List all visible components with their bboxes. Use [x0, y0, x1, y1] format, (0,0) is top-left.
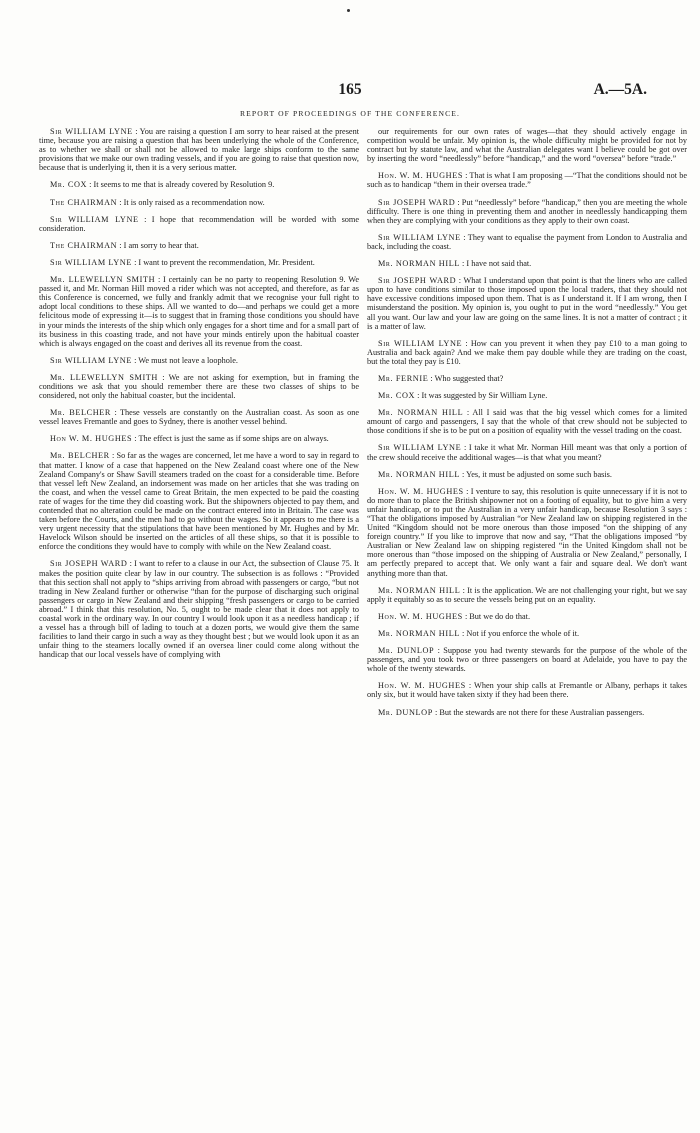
speech-text: : It is the application. We are not challenging your right, but we say apply it equitably so as to secure the vessels being put on an equality.: [367, 585, 688, 604]
speech-text: : I want to prevent the recommendation, Mr. President.: [134, 257, 315, 267]
speaker-name: Mr. NORMAN HILL: [378, 585, 461, 595]
speech-text: : I take it what Mr. Norman Hill meant was that only a portion of the crew should receive the additional wages—is that what you meant?: [367, 443, 687, 462]
speech-text: : I hope that recommendation will be worded with some consideration.: [39, 214, 359, 233]
speech-text: : We must not leave a loophole.: [134, 355, 238, 365]
speaker-name: Sir JOSEPH WARD: [378, 276, 457, 286]
speech-paragraph: [39, 451, 359, 551]
speaker-name: Sir WILLIAM LYNE: [50, 127, 133, 136]
speech-paragraph: [367, 259, 687, 268]
page-number: 165: [338, 81, 362, 98]
speech-paragraph: [39, 559, 359, 659]
right-column: [367, 127, 687, 725]
speech-paragraph: [39, 241, 359, 250]
speaker-name: Mr. LLEWELLYN SMITH: [50, 372, 158, 382]
speech-text: : Who suggested that?: [430, 373, 504, 383]
speech-paragraph: [367, 612, 687, 621]
speech-text: : I venture to say, this resolution is quite unnecessary if it is not to do more than to place the British shipowner not on a footing of equality, but to give him a very unfair handicap, or to put the Australian in a very unfair handicap, because Resolution 3 says : “That the obligations imposed by Australian “or New Zealand law on shipping registered in the United “Kingdom should not be more onerous than those imposed “on the shipping of any foreign country.” If you like to improve that now and say, “That the obligations imposed “by Australian or New Zealand law on shipping registered “in the United Kingdom shall not be more onerous than “those imposed on the shipping of Australia or New Zealand,” personally, I am perfectly prepared to accept that. We only want a fair and square deal. We don't want anything more than that.: [367, 486, 688, 578]
speech-paragraph: [39, 373, 359, 400]
speaker-name: Mr. NORMAN HILL: [378, 628, 460, 638]
speech-text: : It is only raised as a recommendation now.: [119, 197, 265, 207]
speaker-name: The CHAIRMAN: [50, 197, 118, 207]
speech-paragraph: [367, 391, 687, 400]
left-column: [39, 127, 359, 668]
speaker-name: Sir JOSEPH WARD: [378, 197, 456, 207]
speaker-name: Sir WILLIAM LYNE: [50, 257, 132, 267]
speaker-name: The CHAIRMAN: [50, 240, 118, 250]
speech-paragraph: [39, 356, 359, 365]
speaker-name: Hon. W. M. HUGHES: [378, 681, 466, 691]
speech-paragraph: [367, 198, 687, 225]
speech-paragraph: [39, 434, 359, 443]
speech-paragraph: [39, 180, 359, 189]
speech-paragraph: [367, 708, 687, 717]
speech-paragraph: [367, 276, 687, 331]
speech-paragraph: [39, 275, 359, 348]
speech-paragraph: [367, 171, 687, 189]
speaker-name: Mr. COX: [378, 391, 416, 401]
speaker-name: Hon. W. M. HUGHES: [378, 486, 464, 496]
ink-mark: [347, 9, 350, 12]
speaker-name: Mr. FERNIE: [378, 373, 429, 383]
speech-paragraph: [367, 443, 687, 461]
speech-text: : Put “needlessly” before “handicap,” then you are meeting the whole difficulty. There is one thing in preventing them and another in needlessly handicapping them when they are complying with your conditions as they apply to their own coast.: [367, 197, 688, 225]
speech-text: our requirements for our own rates of wages—that they should actively engage in competition would be unfair. My opinion is, the whole difficulty might be provided for not by contract but by statute law, and what the Australian delegates want I believe could be got over by inserting the word “needlessly” before “handicap,” and the word “oversea” before “trade.”: [367, 127, 687, 164]
speaker-name: Mr. LLEWELLYN SMITH: [50, 275, 156, 285]
speech-text: : These vessels are constantly on the Australian coast. As soon as one vessel leaves Fremantle and goes to Sydney, there is another vessel behind.: [39, 408, 360, 427]
speech-paragraph: [367, 629, 687, 638]
speech-paragraph: [367, 470, 687, 479]
speech-paragraph: [367, 586, 687, 604]
speech-paragraph: [367, 681, 687, 699]
speech-text: : It was suggested by Sir William Lyne.: [417, 391, 548, 401]
speech-paragraph: [367, 646, 687, 673]
speaker-name: Sir WILLIAM LYNE: [50, 214, 139, 224]
speech-text: : The effect is just the same as if some ships are on always.: [134, 434, 329, 444]
speech-paragraph: [367, 233, 687, 251]
speech-paragraph: [39, 215, 359, 233]
speech-text: : You are raising a question I am sorry to hear raised at the present time, because you are raising a question that has been underlying the whole of the Conference, as to whether we shall or shall not be allowed to make large ships conform to the same provisions that we make our own trading vessels, and if you are going to raise that question now, because that is underlying it, then it is a very serious matter.: [39, 127, 359, 173]
speaker-name: Mr. COX: [50, 180, 88, 190]
speaker-name: Hon. W. M. HUGHES: [378, 611, 463, 621]
speech-paragraph: [367, 127, 687, 163]
speech-text: : When your ship calls at Fremantle or Albany, perhaps it takes only six, but it would have taken sixty if they had been there.: [367, 681, 688, 700]
speech-paragraph: [39, 198, 359, 207]
speech-text: : It seems to me that is already covered by Resolution 9.: [89, 180, 275, 190]
speech-text: : That is what I am proposing —“That the conditions should not be such as to handicap “them in their oversea trade.”: [367, 171, 688, 190]
running-title: REPORT OF PROCEEDINGS OF THE CONFERENCE.: [239, 109, 461, 118]
speech-paragraph: [367, 408, 687, 435]
speech-paragraph: [367, 339, 687, 366]
speech-text: : So far as the wages are concerned, let me have a word to say in regard to that matter. I know of a case that happened on the New Zealand coast where one of the New Zealand Company's or Shaw Savill steamers traded on the coast for a considerable time. Before that vessel left New Zealand, an indorsement was made on her articles that she was trading on the coast, and when the vessel came to Great Britain, the men expected to be paid the coasting rate of wages for the time they did coasting work. But the shipowners objected to pay them, and contended that no alteration could be made on the contract entered into in Britain. The case was taken before the Courts, and the men had to go without the wages. So it appears to me there is a very urgent necessity that the stipulations that have been mentioned by Mr. Hughes and by Mr. Havelock Wilson should be inserted on the articles of all these ships, so that it is possible to enforce the conditions they would have to comply with while on the New Zealand coast.: [39, 451, 360, 552]
speech-paragraph: [39, 127, 359, 172]
speech-paragraph: [367, 374, 687, 383]
speech-text: : I certainly can be no party to reopening Resolution 9. We passed it, and Mr. Norman Hill moved a rider which was not accepted, and therefore, as far as this Conference is concerned, we fully and frankly admit that we recognise your full right to adopt local conditions to these ships. All we wanted to do—and perhaps we could get a more felicitous mode of expressing it—is to suggest that in framing those conditions you should have in your minds the interests of the ship which only engages for a short time and for a small part of its business in this coasting trade, and not have your minds entirely upon the habitual coaster which is always engaged on the coast and derives all its revenue from the coast.: [39, 275, 359, 348]
speaker-name: Sir WILLIAM LYNE: [378, 338, 463, 348]
speech-text: : Suppose you had twenty stewards for the purpose of the whole of the passengers, and you took two or three passengers on board at Adelaide, you have to pay the whole of the twenty stewards.: [367, 646, 687, 674]
speech-text: : How can you prevent it when they pay £10 to a man going to Australia and back again? And we make them pay double while they are trading on the coast, but the total they pay is £10.: [367, 338, 687, 366]
speaker-name: Mr. BELCHER: [50, 408, 112, 418]
speech-text: : All I said was that the big vessel which comes for a limited amount of cargo and passengers, I say that the whole of that crew should not be subjected to those conditions if she is to be put on a position of equality with the vessel trading on the coast.: [367, 408, 688, 436]
speaker-name: Mr. DUNLOP: [378, 646, 435, 656]
speaker-name: Sir JOSEPH WARD: [50, 559, 128, 569]
speech-text: : I have not said that.: [462, 259, 532, 269]
speech-text: : But we do do that.: [464, 611, 531, 621]
speech-text: : We are not asking for exemption, but in framing the conditions we ask that you should remember there are these two classes of ships to be considered, not only the habitual coaster, but the incidental.: [39, 372, 360, 401]
speaker-name: Hon W. M. HUGHES: [50, 434, 133, 444]
speech-text: : Not if you enforce the whole of it.: [462, 628, 580, 638]
speech-paragraph: [367, 487, 687, 578]
speech-text: : But the stewards are not there for these Australian passengers.: [434, 707, 645, 717]
speaker-name: Sir WILLIAM LYNE: [378, 443, 462, 453]
document-reference: A.—5A.: [593, 81, 647, 98]
speaker-name: Sir WILLIAM LYNE: [50, 355, 132, 365]
speaker-name: Sir WILLIAM LYNE: [378, 232, 461, 242]
speaker-name: Mr. NORMAN HILL: [378, 408, 464, 418]
speaker-name: Mr. NORMAN HILL: [378, 469, 460, 479]
speech-paragraph: [39, 408, 359, 426]
speaker-name: Mr. DUNLOP: [378, 707, 433, 717]
speech-text: : What I understand upon that point is that the liners who are called upon to have conditions similar to those imposed upon the local traders, that they should not have excessive conditions imposed upon them. That is as I understand it. If I am wrong, then I misunderstand the position. My opinion is, you ought to put in the word “needlessly.” You get all you want. Our law and your law are going on the same lines. It is not a matter of contract ; it is a matter of law.: [367, 276, 688, 331]
speech-text: : I want to refer to a clause in our Act, the subsection of Clause 75. It makes the position quite clear by law in our country. The subsection is as follows : “Provided that this section shall not apply to “ships arriving from abroad with passengers or cargo, “but not trading in New Zealand further or otherwise “than for the purpose of discharging such original passengers or cargo in New Zealand and their shipping “fresh passengers or cargo to be carried abroad.” I think that this resolution, No. 5, ought to be made clear that it does not apply to coastal work in the ordinary way. In our country I would look upon it as a needless handicap ; if a vessel has a through bill of lading to touch at a dozen ports, we would give them the same facilities to land their cargo in such a way as they thought best ; but we would look upon it as an unfair thing to the steamers locally owned if an oversea liner could come along without the handicap that our local vessels have of complying with: [39, 559, 360, 660]
speech-text: : I am sorry to hear that.: [119, 240, 199, 250]
speaker-name: Mr. NORMAN HILL: [378, 259, 460, 269]
speaker-name: Mr. BELCHER: [50, 451, 110, 461]
speaker-name: Hon. W. M. HUGHES: [378, 171, 464, 181]
speech-text: : They want to equalise the payment from London to Australia and back, including the coast.: [367, 232, 687, 251]
speech-text: : Yes, it must be adjusted on some such basis.: [462, 469, 612, 479]
speech-paragraph: [39, 258, 359, 267]
